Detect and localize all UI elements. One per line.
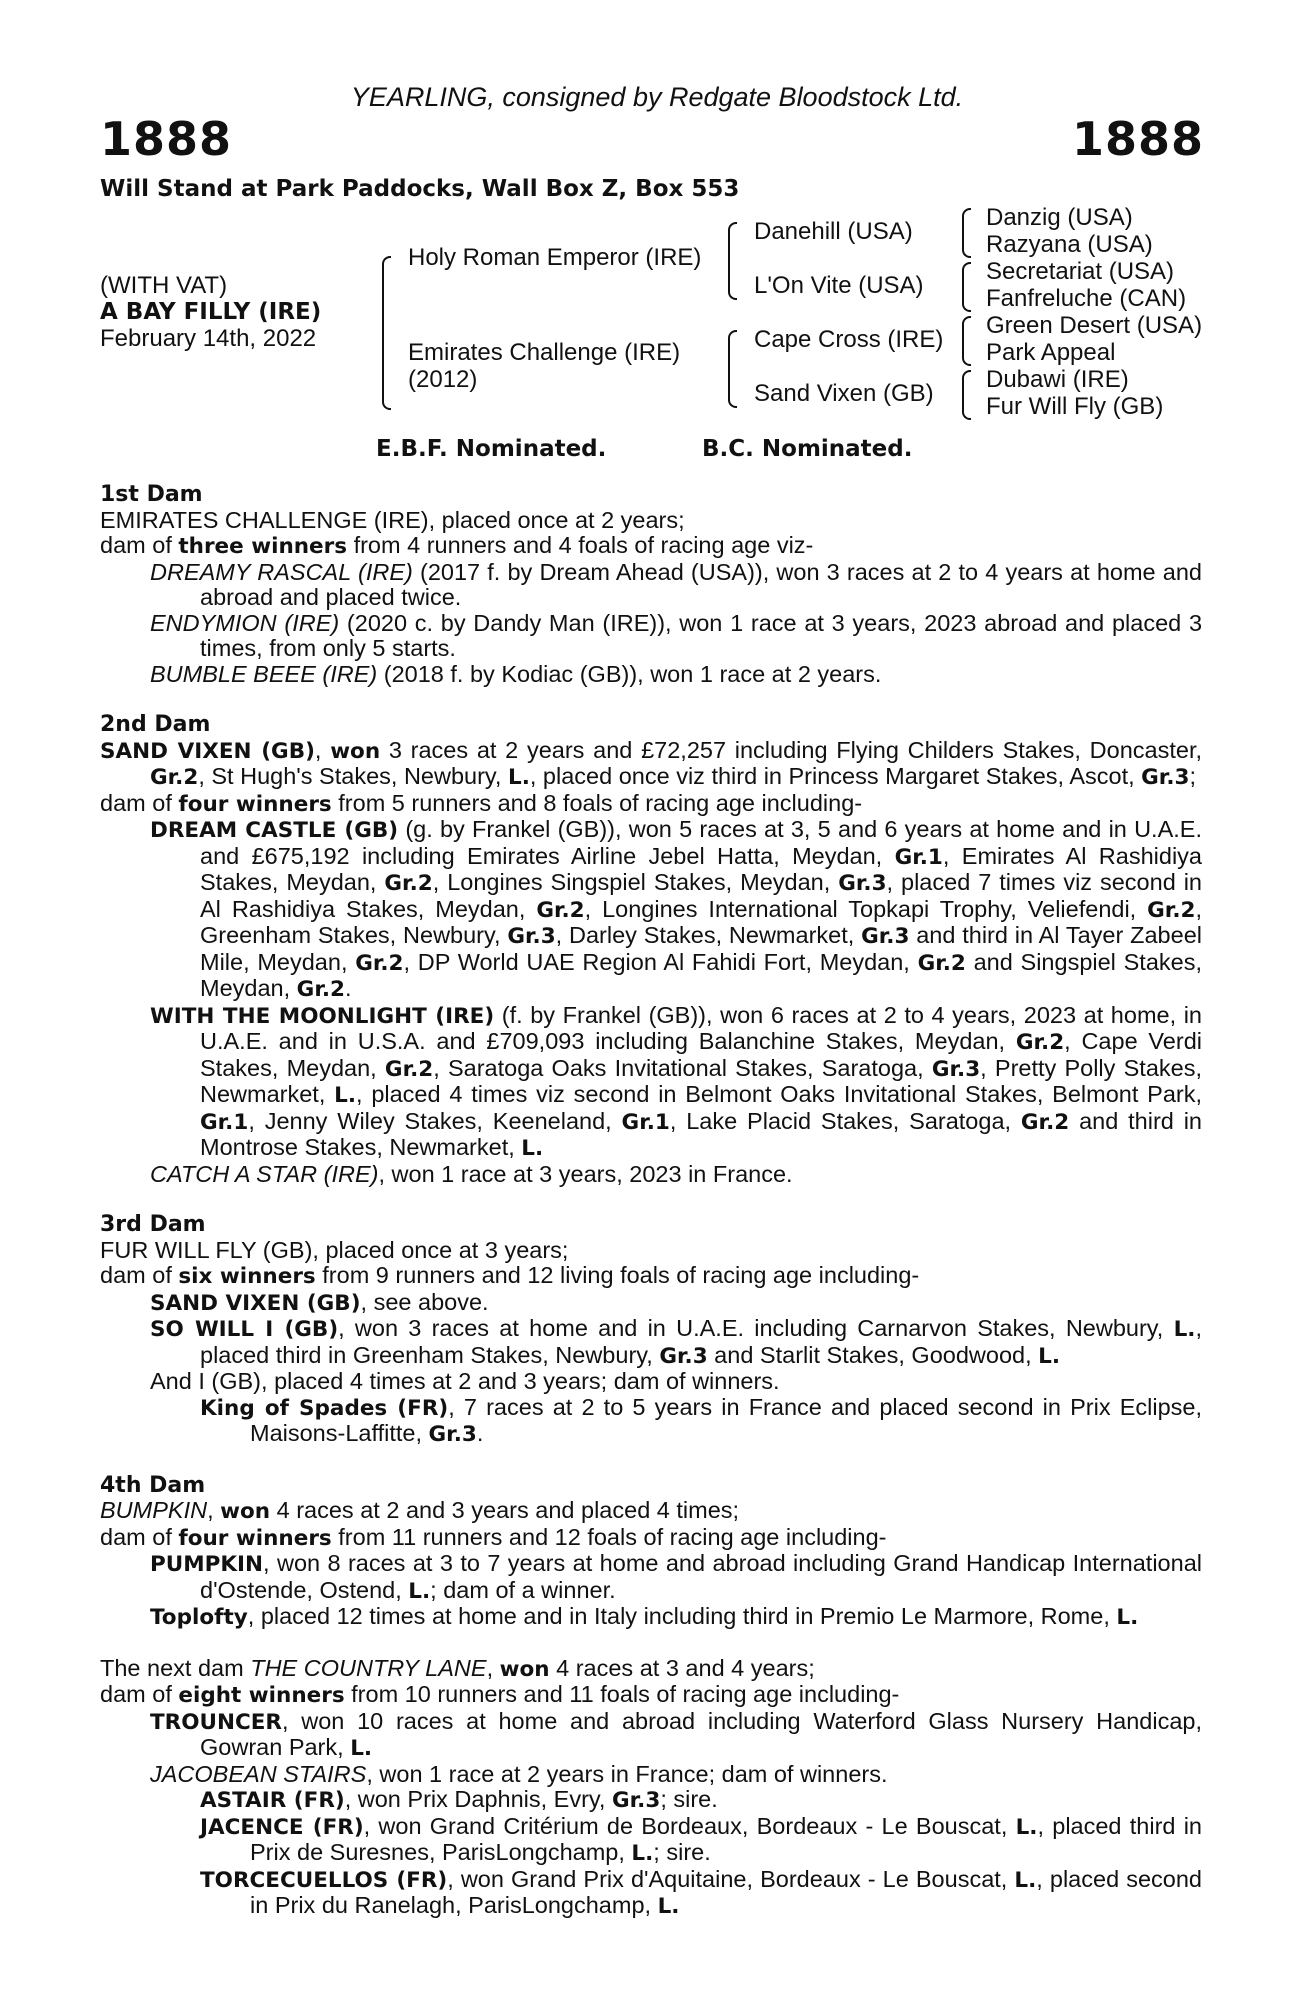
- great-grandparent-4: Fanfreluche (CAN): [986, 285, 1187, 312]
- sire-sire: Danehill (USA): [754, 218, 913, 245]
- produce-entry: DREAMY RASCAL (IRE) (2017 f. by Dream Ahead (USA)), won 3 races at 2 to 4 years at home and abroad and placed twice.: [150, 558, 1202, 610]
- great-grandparent-8: Fur Will Fly (GB): [986, 393, 1164, 420]
- fifth-dam-line: The next dam THE COUNTRY LANE, won 4 races at 3 and 4 years;: [100, 1654, 815, 1682]
- stand-location: Will Stand at Park Paddocks, Wall Box Z, Box 553: [100, 176, 740, 202]
- grand-produce-entry: TORCECUELLOS (FR), won Grand Prix d'Aquitaine, Bordeaux - Le Bouscat, L., placed second in Prix du Ranelagh, ParisLongchamp, L.: [200, 1865, 1202, 1919]
- subject-name: A BAY FILLY (IRE): [100, 299, 322, 325]
- vat-label: (WITH VAT): [100, 272, 228, 299]
- dam-year: (2012): [408, 366, 478, 393]
- third-dam-line: FUR WILL FLY (GB), placed once at 3 years;: [100, 1236, 569, 1263]
- catalogue-body: [100, 482, 1202, 1920]
- fourth-dam-produce-summary: dam of four winners from 11 runners and 12 foals of racing age including-: [100, 1523, 887, 1551]
- sire-dam: L'On Vite (USA): [754, 272, 924, 299]
- dam-sire: Cape Cross (IRE): [754, 326, 944, 353]
- third-dam-produce-summary: dam of six winners from 9 runners and 12 living foals of racing age including-: [100, 1262, 920, 1289]
- produce-entry: CATCH A STAR (IRE), won 1 race at 3 years, 2023 in France.: [150, 1160, 793, 1187]
- first-dam-line: EMIRATES CHALLENGE (IRE), placed once at 2 years;: [100, 506, 685, 533]
- produce-entry: And I (GB), placed 4 times at 2 and 3 years; dam of winners.: [150, 1368, 780, 1394]
- produce-entry: Toplofty, placed 12 times at home and in Italy including third in Premio Le Marmore, Rome, L.: [150, 1603, 1139, 1630]
- ebf-nomination: E.B.F. Nominated.: [376, 436, 607, 462]
- great-grandparent-6: Park Appeal: [986, 339, 1116, 366]
- produce-entry: JACOBEAN STAIRS, won 1 race at 2 years in France; dam of winners.: [150, 1760, 888, 1787]
- foaling-date: February 14th, 2022: [100, 325, 317, 352]
- great-grandparent-7: Dubawi (IRE): [986, 366, 1129, 393]
- second-dam-line: SAND VIXEN (GB), won 3 races at 2 years and £72,257 including Flying Childers Stakes, Doncaster, Gr.2, St Hugh's Stakes, Newbury, L., placed once viz third in Princess Margaret Stakes, Ascot, Gr.3;: [100, 736, 1203, 790]
- brace-g4: [962, 370, 971, 420]
- lot-number-right: 1888: [1071, 112, 1204, 166]
- fourth-dam-heading: 4th Dam: [100, 1472, 206, 1498]
- great-grandparent-2: Razyana (USA): [986, 231, 1153, 258]
- brace-main: [382, 256, 391, 410]
- produce-entry: TROUNCER, won 10 races at home and abroad including Waterford Glass Nursery Handicap, Gowran Park, L.: [150, 1707, 1202, 1761]
- bc-nomination: B.C. Nominated.: [702, 436, 913, 462]
- produce-entry: WITH THE MOONLIGHT (IRE) (f. by Frankel (GB)), won 6 races at 2 to 4 years, 2023 at home, in U.A.E. and in U.S.A. and £709,093 including Balanchine Stakes, Meydan, Gr.2, Cape Verdi Stakes, Meydan, Gr.2, Saratoga Oaks Invitational Stakes, Saratoga, Gr.3, Pretty Polly Stakes, Newmarket, L., placed 4 times viz second in Belmont Oaks Invitational Stakes, Belmont Park, Gr.1, Jenny Wiley Stakes, Keeneland, Gr.1, Lake Placid Stakes, Saratoga, Gr.2 and third in Montrose Stakes, Newmarket, L.: [150, 1001, 1202, 1161]
- brace-g2: [962, 262, 971, 312]
- produce-entry: ENDYMION (IRE) (2020 c. by Dandy Man (IRE)), won 1 race at 3 years, 2023 abroad and placed 3 times, from only 5 starts.: [150, 609, 1203, 661]
- brace-dam: [728, 330, 737, 408]
- first-dam-produce-summary: dam of three winners from 4 runners and 4 foals of racing age viz-: [100, 532, 814, 559]
- dam-name: Emirates Challenge (IRE): [408, 339, 681, 366]
- second-dam-heading: 2nd Dam: [100, 712, 211, 737]
- produce-entry: SAND VIXEN (GB), see above.: [150, 1288, 489, 1316]
- sire-name: Holy Roman Emperor (IRE): [408, 244, 702, 271]
- produce-entry: PUMPKIN, won 8 races at 3 to 7 years at home and abroad including Grand Handicap International d'Ostende, Ostend, L.; dam of a winner.: [150, 1550, 1202, 1604]
- produce-entry: SO WILL I (GB), won 3 races at home and in U.A.E. including Carnarvon Stakes, Newbury, L., placed third in Greenham Stakes, Newbury, Gr.3 and Starlit Stakes, Goodwood, L.: [150, 1315, 1202, 1369]
- fourth-dam-line: BUMPKIN, won 4 races at 2 and 3 years and placed 4 times;: [100, 1497, 740, 1524]
- produce-entry: DREAM CASTLE (GB) (g. by Frankel (GB)), won 5 races at 3, 5 and 6 years at home and in U.A.E. and £675,192 including Emirates Airline Jebel Hatta, Meydan, Gr.1, Emirates Al Rashidiya Stakes, Meydan, Gr.2, Longines Singspiel Stakes, Meydan, Gr.3, placed 7 times viz second in Al Rashidiya Stakes, Meydan, Gr.2, Longines International Topkapi Trophy, Veliefendi, Gr.2, Greenham Stakes, Newbury, Gr.3, Darley Stakes, Newmarket, Gr.3 and third in Al Tayer Zabeel Mile, Meydan, Gr.2, DP World UAE Region Al Fahidi Fort, Meydan, Gr.2 and Singspiel Stakes, Meydan, Gr.2.: [150, 816, 1202, 1002]
- fifth-dam-produce-summary: dam of eight winners from 10 runners and 11 foals of racing age including-: [100, 1681, 900, 1708]
- dam-dam: Sand Vixen (GB): [754, 380, 934, 407]
- grand-produce-entry: King of Spades (FR), 7 races at 2 to 5 years in France and placed second in Prix Eclipse, Maisons-Laffitte, Gr.3.: [200, 1393, 1203, 1447]
- first-dam-heading: 1st Dam: [100, 482, 203, 507]
- great-grandparent-1: Danzig (USA): [986, 204, 1133, 231]
- produce-entry: BUMBLE BEEE (IRE) (2018 f. by Kodiac (GB)), won 1 race at 2 years.: [150, 660, 882, 687]
- grand-produce-entry: JACENCE (FR), won Grand Critérium de Bordeaux, Bordeaux - Le Bouscat, L., placed third in Prix de Suresnes, ParisLongchamp, L.; sire.: [200, 1812, 1202, 1866]
- second-dam-produce-summary: dam of four winners from 5 runners and 8 foals of racing age including-: [100, 789, 863, 817]
- brace-g3: [962, 316, 971, 366]
- brace-sire: [728, 222, 737, 300]
- third-dam-heading: 3rd Dam: [100, 1212, 206, 1237]
- section-gap: [100, 1631, 1202, 1656]
- great-grandparent-5: Green Desert (USA): [986, 312, 1203, 339]
- brace-g1: [962, 208, 971, 258]
- great-grandparent-3: Secretariat (USA): [986, 258, 1175, 285]
- consignment-line: YEARLING, consigned by Redgate Bloodstock Ltd.: [350, 82, 964, 112]
- lot-number-left: 1888: [100, 112, 233, 166]
- grand-produce-entry: ASTAIR (FR), won Prix Daphnis, Evry, Gr.3; sire.: [200, 1786, 718, 1813]
